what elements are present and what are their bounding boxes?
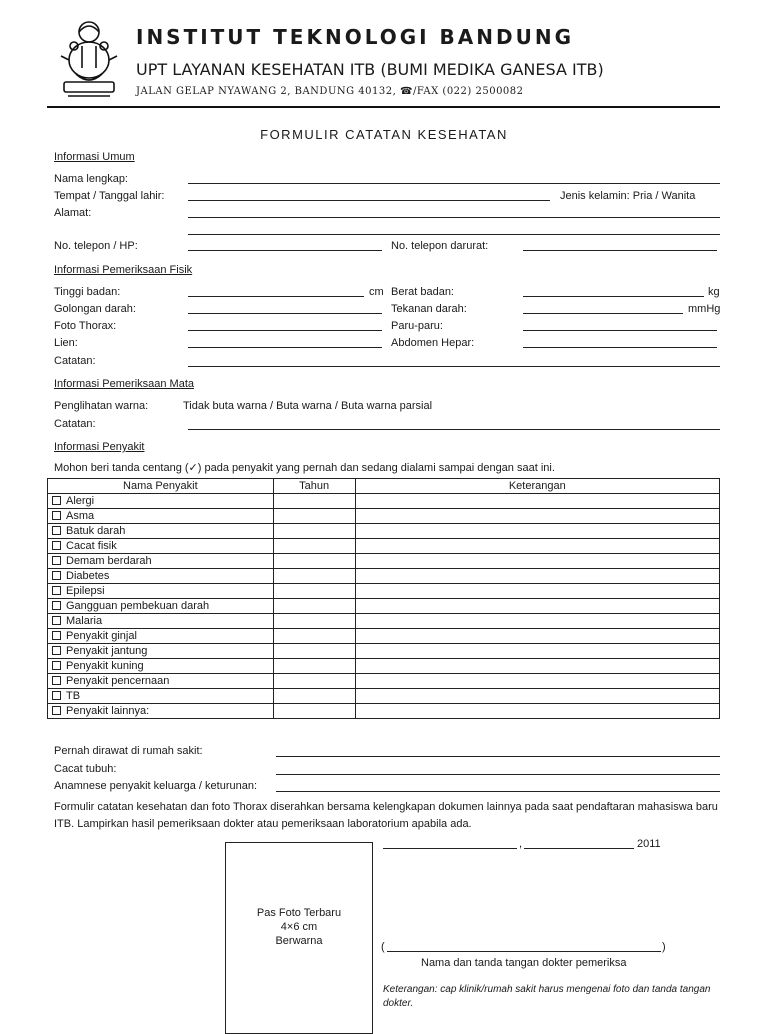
table-row — [48, 524, 720, 539]
checkbox-icon[interactable] — [52, 691, 61, 700]
tahun-cell[interactable] — [273, 629, 355, 644]
note-line-2: ITB. Lampirkan hasil pemeriksaan dokter atau pemeriksaan laboratorium apabila ada. — [54, 818, 472, 830]
golongan-field[interactable] — [188, 313, 382, 314]
tahun-cell[interactable] — [273, 584, 355, 599]
place-field[interactable] — [383, 848, 517, 849]
table-row — [48, 509, 720, 524]
table-row — [48, 629, 720, 644]
checkbox-icon[interactable] — [52, 571, 61, 580]
tekanan-label: Tekanan darah: — [391, 303, 467, 315]
keterangan-line-1: Keterangan: cap klinik/rumah sakit harus mengenai foto dan tanda tangan — [383, 984, 711, 995]
penyakit-instruction: Mohon beri tanda centang (✓) pada penyakit yang pernah dan sedang dialami sampai dengan saat ini. — [54, 462, 555, 474]
lien-field[interactable] — [188, 347, 382, 348]
abdomen-field[interactable] — [523, 347, 717, 348]
fisik-catatan-label: Catatan: — [54, 355, 96, 367]
keterangan-cell[interactable] — [355, 584, 719, 599]
penyakit-label: Penyakit ginjal — [66, 630, 137, 642]
table-row — [48, 659, 720, 674]
date-comma: , — [519, 838, 523, 850]
col-nama-penyakit: Nama Penyakit — [48, 479, 274, 494]
tahun-cell[interactable] — [273, 539, 355, 554]
keterangan-cell[interactable] — [355, 659, 719, 674]
lien-label: Lien: — [54, 337, 78, 349]
nama-label: Nama lengkap: — [54, 173, 128, 185]
keterangan-line-2: dokter. — [383, 998, 414, 1009]
penyakit-label: Demam berdarah — [66, 555, 152, 567]
penyakit-name-cell[interactable] — [48, 689, 274, 704]
keterangan-cell[interactable] — [355, 644, 719, 659]
section-informasi-umum: Informasi Umum — [54, 151, 135, 163]
photo-caption-1: Pas Foto Terbaru — [256, 907, 342, 919]
checkbox-icon[interactable] — [52, 616, 61, 625]
alamat-field-1[interactable] — [188, 217, 720, 218]
checkbox-icon[interactable] — [52, 556, 61, 565]
checkbox-icon[interactable] — [52, 646, 61, 655]
penyakit-name-cell[interactable] — [48, 704, 274, 719]
col-keterangan: Keterangan — [355, 479, 719, 494]
keterangan-cell[interactable] — [355, 674, 719, 689]
keterangan-cell[interactable] — [355, 524, 719, 539]
penyakit-label: Cacat fisik — [66, 540, 117, 552]
table-row — [48, 689, 720, 704]
fisik-catatan-field[interactable] — [188, 366, 720, 367]
penyakit-name-cell[interactable] — [48, 644, 274, 659]
checkbox-icon[interactable] — [52, 601, 61, 610]
address-phone: /FAX (022) 2500082 — [412, 86, 524, 97]
tinggi-label: Tinggi badan: — [54, 286, 121, 298]
checkbox-icon[interactable] — [52, 526, 61, 535]
tekanan-unit: mmHg — [688, 303, 721, 315]
penyakit-table — [47, 478, 720, 719]
form-title: FORMULIR CATATAN KESEHATAN — [260, 127, 508, 142]
keterangan-cell[interactable] — [355, 509, 719, 524]
paru-field[interactable] — [523, 330, 717, 331]
photo-caption-3: Berwarna — [275, 935, 323, 947]
tahun-cell[interactable] — [273, 704, 355, 719]
keterangan-cell[interactable] — [355, 629, 719, 644]
tahun-cell[interactable] — [273, 614, 355, 629]
checkbox-icon[interactable] — [52, 676, 61, 685]
keterangan-cell[interactable] — [355, 599, 719, 614]
table-row — [48, 614, 720, 629]
tinggi-field[interactable] — [188, 296, 364, 297]
table-row — [48, 569, 720, 584]
keterangan-cell[interactable] — [355, 704, 719, 719]
keterangan-cell[interactable] — [355, 569, 719, 584]
table-row — [48, 599, 720, 614]
checkbox-icon[interactable] — [52, 631, 61, 640]
header-rule — [47, 106, 720, 108]
thorax-field[interactable] — [188, 330, 382, 331]
berat-field[interactable] — [523, 296, 704, 297]
signature-label: Nama dan tanda tangan dokter pemeriksa — [421, 957, 627, 969]
table-row — [48, 644, 720, 659]
photo-caption-2: 4×6 cm — [280, 921, 318, 933]
table-row — [48, 584, 720, 599]
checkbox-icon[interactable] — [52, 541, 61, 550]
berat-label: Berat badan: — [391, 286, 454, 298]
thorax-label: Foto Thorax: — [54, 320, 117, 332]
col-tahun: Tahun — [273, 479, 355, 494]
anamnese-field[interactable] — [276, 791, 720, 792]
cacat-field[interactable] — [276, 774, 720, 775]
penyakit-label: Alergi — [66, 495, 95, 507]
date-field[interactable] — [524, 848, 634, 849]
address — [136, 86, 524, 97]
paren-open: ( — [381, 941, 385, 953]
penyakit-label: Penyakit pencernaan — [66, 675, 170, 687]
penyakit-label: Batuk darah — [66, 525, 126, 537]
tahun-cell[interactable] — [273, 689, 355, 704]
itb-logo — [56, 16, 122, 104]
paren-close: ) — [662, 941, 666, 953]
penyakit-name-cell[interactable] — [48, 614, 274, 629]
keterangan-cell[interactable] — [355, 614, 719, 629]
checkbox-icon[interactable] — [52, 706, 61, 715]
penyakit-label: Penyakit jantung — [66, 645, 148, 657]
section-pemeriksaan-fisik: Informasi Pemeriksaan Fisik — [54, 264, 193, 276]
section-informasi-penyakit: Informasi Penyakit — [54, 441, 145, 453]
dirawat-label: Pernah dirawat di rumah sakit: — [54, 745, 203, 757]
note-line-1: Formulir catatan kesehatan dan foto Thorax diserahkan bersama kelengkapan dokumen lainnya pada saat pendaftaran mahasiswa baru — [54, 801, 718, 813]
tahun-cell[interactable] — [273, 659, 355, 674]
paru-label: Paru-paru: — [391, 320, 443, 332]
alamat-field-2[interactable] — [188, 234, 720, 235]
tahun-cell[interactable] — [273, 569, 355, 584]
tahun-cell[interactable] — [273, 494, 355, 509]
darurat-field[interactable] — [523, 250, 717, 251]
tahun-cell[interactable] — [273, 674, 355, 689]
penyakit-name-cell[interactable] — [48, 599, 274, 614]
ttl-field[interactable] — [188, 200, 550, 201]
penyakit-label: Asma — [66, 510, 95, 522]
tahun-cell[interactable] — [273, 524, 355, 539]
tekanan-field[interactable] — [523, 313, 683, 314]
photo-box[interactable] — [225, 842, 373, 1034]
unit-name: UPT LAYANAN KESEHATAN ITB (BUMI MEDIKA GANESA ITB) — [136, 60, 604, 79]
dirawat-field[interactable] — [276, 756, 720, 757]
tinggi-unit: cm — [369, 286, 384, 298]
penyakit-name-cell[interactable] — [48, 554, 274, 569]
checkbox-icon[interactable] — [52, 661, 61, 670]
penyakit-name-cell[interactable] — [48, 629, 274, 644]
penyakit-label: Penyakit lainnya: — [66, 705, 150, 717]
tahun-cell[interactable] — [273, 599, 355, 614]
signature-field[interactable] — [387, 951, 661, 952]
penyakit-name-cell[interactable] — [48, 494, 274, 509]
table-header-row — [48, 479, 720, 494]
anamnese-label: Anamnese penyakit keluarga / keturunan: — [54, 780, 258, 792]
table-row — [48, 554, 720, 569]
mata-catatan-field[interactable] — [188, 429, 720, 430]
keterangan-cell[interactable] — [355, 539, 719, 554]
berat-unit: kg — [708, 286, 720, 298]
alamat-label: Alamat: — [54, 207, 92, 219]
penyakit-label: Penyakit kuning — [66, 660, 144, 672]
penyakit-label: Diabetes — [66, 570, 110, 582]
phone-icon: ☎ — [399, 86, 413, 97]
institution-name: INSTITUT TEKNOLOGI BANDUNG — [136, 25, 575, 49]
table-row — [48, 704, 720, 719]
penyakit-label: Gangguan pembekuan darah — [66, 600, 210, 612]
penyakit-name-cell[interactable] — [48, 524, 274, 539]
penglihatan-label: Penglihatan warna: — [54, 400, 149, 412]
tahun-cell[interactable] — [273, 509, 355, 524]
abdomen-label: Abdomen Hepar: — [391, 337, 475, 349]
telepon-field[interactable] — [188, 250, 382, 251]
keterangan-cell[interactable] — [355, 689, 719, 704]
jenis-kelamin-label[interactable]: Jenis kelamin: Pria / Wanita — [560, 190, 696, 202]
checkbox-icon[interactable] — [52, 511, 61, 520]
nama-field[interactable] — [188, 183, 720, 184]
checkbox-icon[interactable] — [52, 496, 61, 505]
cacat-label: Cacat tubuh: — [54, 763, 117, 775]
keterangan-cell[interactable] — [355, 494, 719, 509]
keterangan-cell[interactable] — [355, 554, 719, 569]
table-row — [48, 494, 720, 509]
penyakit-name-cell[interactable] — [48, 674, 274, 689]
address-street: JALAN GELAP NYAWANG 2, BANDUNG 40132, — [136, 86, 397, 97]
penyakit-name-cell[interactable] — [48, 509, 274, 524]
date-year: 2011 — [637, 838, 661, 850]
tahun-cell[interactable] — [273, 644, 355, 659]
mata-catatan-label: Catatan: — [54, 418, 96, 430]
penyakit-name-cell[interactable] — [48, 539, 274, 554]
darurat-label: No. telepon darurat: — [391, 240, 489, 252]
penyakit-label: Malaria — [66, 615, 103, 627]
checkbox-icon[interactable] — [52, 586, 61, 595]
penyakit-name-cell[interactable] — [48, 584, 274, 599]
table-row — [48, 674, 720, 689]
tahun-cell[interactable] — [273, 554, 355, 569]
telepon-label: No. telepon / HP: — [54, 240, 138, 252]
ttl-label: Tempat / Tanggal lahir: — [54, 190, 165, 202]
table-row — [48, 539, 720, 554]
penyakit-label: TB — [66, 690, 81, 702]
penyakit-name-cell[interactable] — [48, 659, 274, 674]
section-pemeriksaan-mata: Informasi Pemeriksaan Mata — [54, 378, 194, 390]
penyakit-name-cell[interactable] — [48, 569, 274, 584]
penglihatan-options[interactable]: Tidak buta warna / Buta warna / Buta warna parsial — [183, 400, 433, 412]
golongan-label: Golongan darah: — [54, 303, 136, 315]
penyakit-label: Epilepsi — [66, 585, 105, 597]
